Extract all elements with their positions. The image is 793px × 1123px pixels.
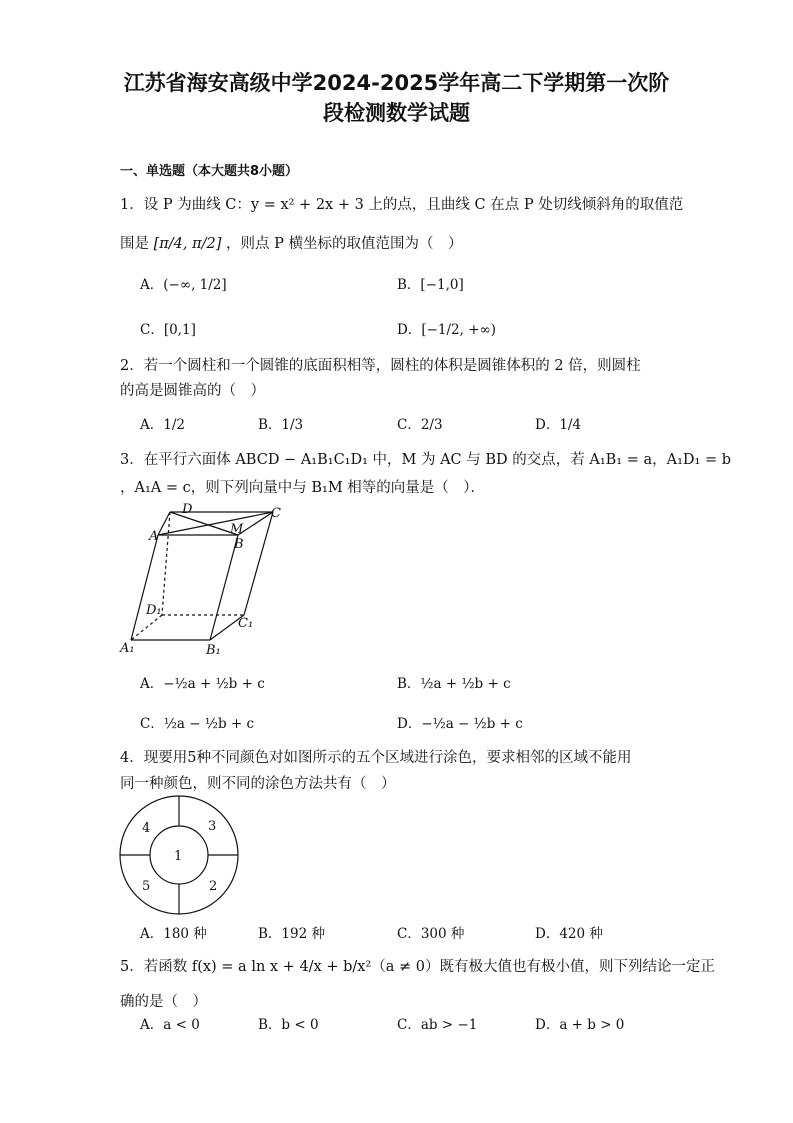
q4-option-c[interactable]: C．300 种 bbox=[397, 926, 465, 942]
q5-option-b[interactable]: B．b < 0 bbox=[258, 1017, 319, 1033]
q2-option-d[interactable]: D．1/4 bbox=[535, 417, 582, 433]
q1-line-2-suffix: ，则点 P 横坐标的取值范围为（ ） bbox=[226, 236, 463, 252]
region-3-label: 3 bbox=[208, 819, 217, 834]
label-c1: C₁ bbox=[238, 616, 254, 631]
q3-option-a[interactable]: A．−½a + ½b + c bbox=[140, 676, 265, 692]
title-line-1: 江苏省海安高级中学2024-2025学年高二下学期第一次阶 bbox=[123, 71, 670, 95]
q4-option-b[interactable]: B．192 种 bbox=[258, 926, 325, 942]
label-c: C bbox=[271, 506, 281, 521]
q1-line-1: 1．设 P 为曲线 C：y = x² + 2x + 3 上的点，且曲线 C 在点 P 处切线倾斜角的取值范 bbox=[120, 197, 684, 213]
q1-option-d[interactable]: D．[−1/2, +∞) bbox=[397, 322, 497, 338]
q1-line-2 bbox=[120, 232, 463, 253]
q3-line-1: 3．在平行六面体 ABCD − A₁B₁C₁D₁ 中，M 为 AC 与 BD 的交点，若 A₁B₁ = a，A₁D₁ = b bbox=[120, 452, 732, 468]
q1-option-c[interactable]: C．[0,1] bbox=[140, 322, 196, 338]
q2-option-a[interactable]: A．1/2 bbox=[140, 417, 185, 433]
q2-line-2: 的高是圆锥高的（ ） bbox=[120, 383, 265, 399]
section-heading: 一、单选题（本大题共8小题） bbox=[120, 164, 299, 179]
title-line-2: 段检测数学试题 bbox=[323, 101, 470, 125]
q3-option-c[interactable]: C．½a − ½b + c bbox=[140, 716, 255, 732]
q4-option-a[interactable]: A．180 种 bbox=[140, 926, 207, 942]
parallelepiped-figure bbox=[118, 500, 293, 655]
label-d: D bbox=[182, 502, 193, 517]
region-4-label: 4 bbox=[142, 821, 151, 836]
label-a1: A₁ bbox=[120, 641, 135, 655]
label-b: B bbox=[234, 537, 244, 552]
q1-interval: [π/4, π/2] bbox=[153, 236, 222, 252]
ring-figure bbox=[118, 795, 242, 917]
label-m: M bbox=[230, 522, 244, 537]
document-title bbox=[0, 68, 793, 128]
label-b1: B₁ bbox=[206, 643, 221, 655]
region-1-label: 1 bbox=[174, 849, 183, 864]
q3-option-b[interactable]: B．½a + ½b + c bbox=[397, 676, 511, 692]
q1-line-2-prefix: 围是 bbox=[120, 236, 149, 252]
label-a: A bbox=[149, 529, 159, 544]
q1-option-b[interactable]: B．[−1,0] bbox=[397, 277, 464, 293]
q5-line-1: 5．若函数 f(x) = a ln x + 4/x + b/x²（a ≠ 0）既有极大值也有极小值，则下列结论一定正 bbox=[120, 959, 715, 975]
q4-option-d[interactable]: D．420 种 bbox=[535, 926, 603, 942]
q5-line-2: 确的是（ ） bbox=[120, 994, 207, 1010]
q2-option-b[interactable]: B．1/3 bbox=[258, 417, 304, 433]
q3-line-2: ，A₁A = c，则下列向量中与 B₁M 相等的向量是（ ）． bbox=[120, 480, 486, 496]
q4-line-1: 4．现要用5种不同颜色对如图所示的五个区域进行涂色，要求相邻的区域不能用 bbox=[120, 750, 632, 766]
q1-option-a[interactable]: A．(−∞, 1/2] bbox=[140, 277, 227, 293]
q4-line-2: 同一种颜色，则不同的涂色方法共有（ ） bbox=[120, 776, 396, 792]
q2-line-1: 2．若一个圆柱和一个圆锥的底面积相等，圆柱的体积是圆锥体积的 2 倍，则圆柱 bbox=[120, 358, 641, 374]
q2-option-c[interactable]: C．2/3 bbox=[397, 417, 443, 433]
region-5-label: 5 bbox=[142, 879, 151, 894]
q5-option-d[interactable]: D．a + b > 0 bbox=[535, 1017, 625, 1033]
region-2-label: 2 bbox=[209, 879, 218, 894]
q5-option-c[interactable]: C．ab > −1 bbox=[397, 1017, 478, 1033]
label-d1: D₁ bbox=[146, 603, 162, 618]
q5-option-a[interactable]: A．a < 0 bbox=[140, 1017, 200, 1033]
q3-option-d[interactable]: D．−½a − ½b + c bbox=[397, 716, 523, 732]
